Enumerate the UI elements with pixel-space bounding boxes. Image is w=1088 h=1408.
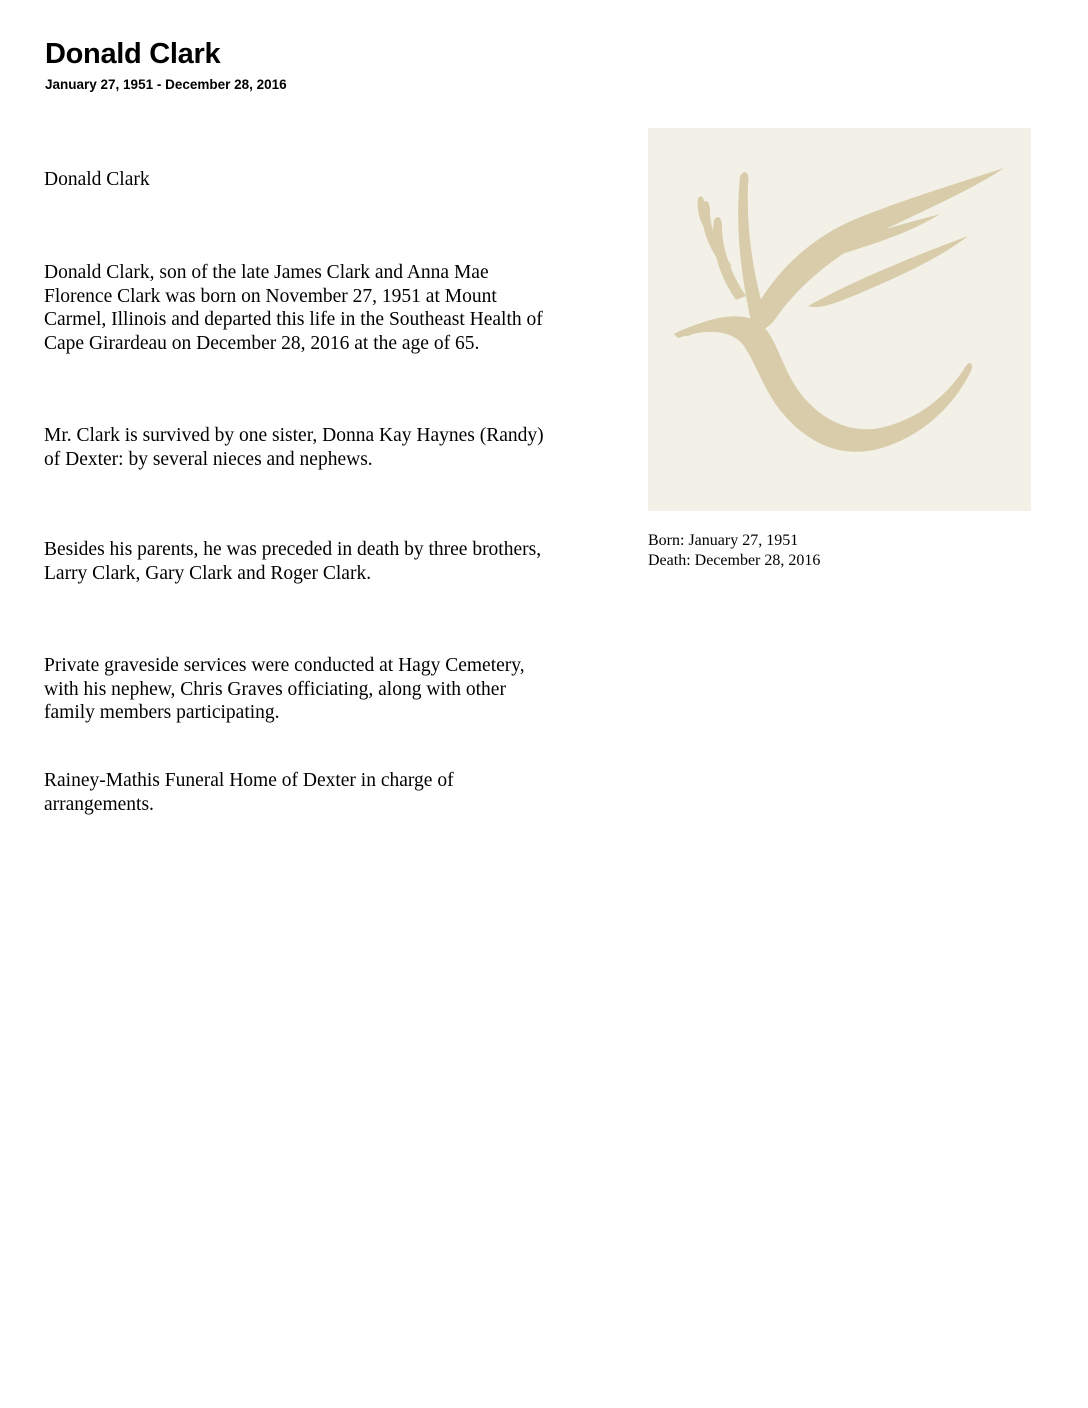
- life-dates: January 27, 1951 - December 28, 2016: [45, 77, 287, 92]
- obituary-header: [45, 36, 645, 94]
- body-paragraph: Rainey-Mathis Funeral Home of Dexter in charge of arrangements.: [44, 770, 454, 815]
- body-paragraph: Donald Clark, son of the late James Clark and Anna Mae Florence Clark was born on November 27, 1951 at Mount Carmel, Illinois and departed this life in the Southeast Health of Cape Girardeau on December 28, 2016 at the age of 65.: [44, 262, 543, 354]
- death-date: Death: December 28, 2016: [648, 551, 821, 569]
- life-dates-sidebar: [648, 531, 820, 570]
- born-date: Born: January 27, 1951: [648, 532, 799, 549]
- body-paragraph: Private graveside services were conducted at Hagy Cemetery, with his nephew, Chris Graves officiating, along with other family members participating.: [44, 655, 525, 723]
- body-paragraph: Donald Clark: [44, 169, 150, 190]
- body-paragraph: Besides his parents, he was preceded in death by three brothers, Larry Clark, Gary Clark and Roger Clark.: [44, 539, 542, 584]
- page-title: Donald Clark: [45, 38, 221, 70]
- body-paragraph: Mr. Clark is survived by one sister, Donna Kay Haynes (Randy) of Dexter: by several nieces and nephews.: [44, 425, 544, 470]
- memorial-image: [648, 128, 1031, 511]
- dove-icon: [648, 128, 1031, 511]
